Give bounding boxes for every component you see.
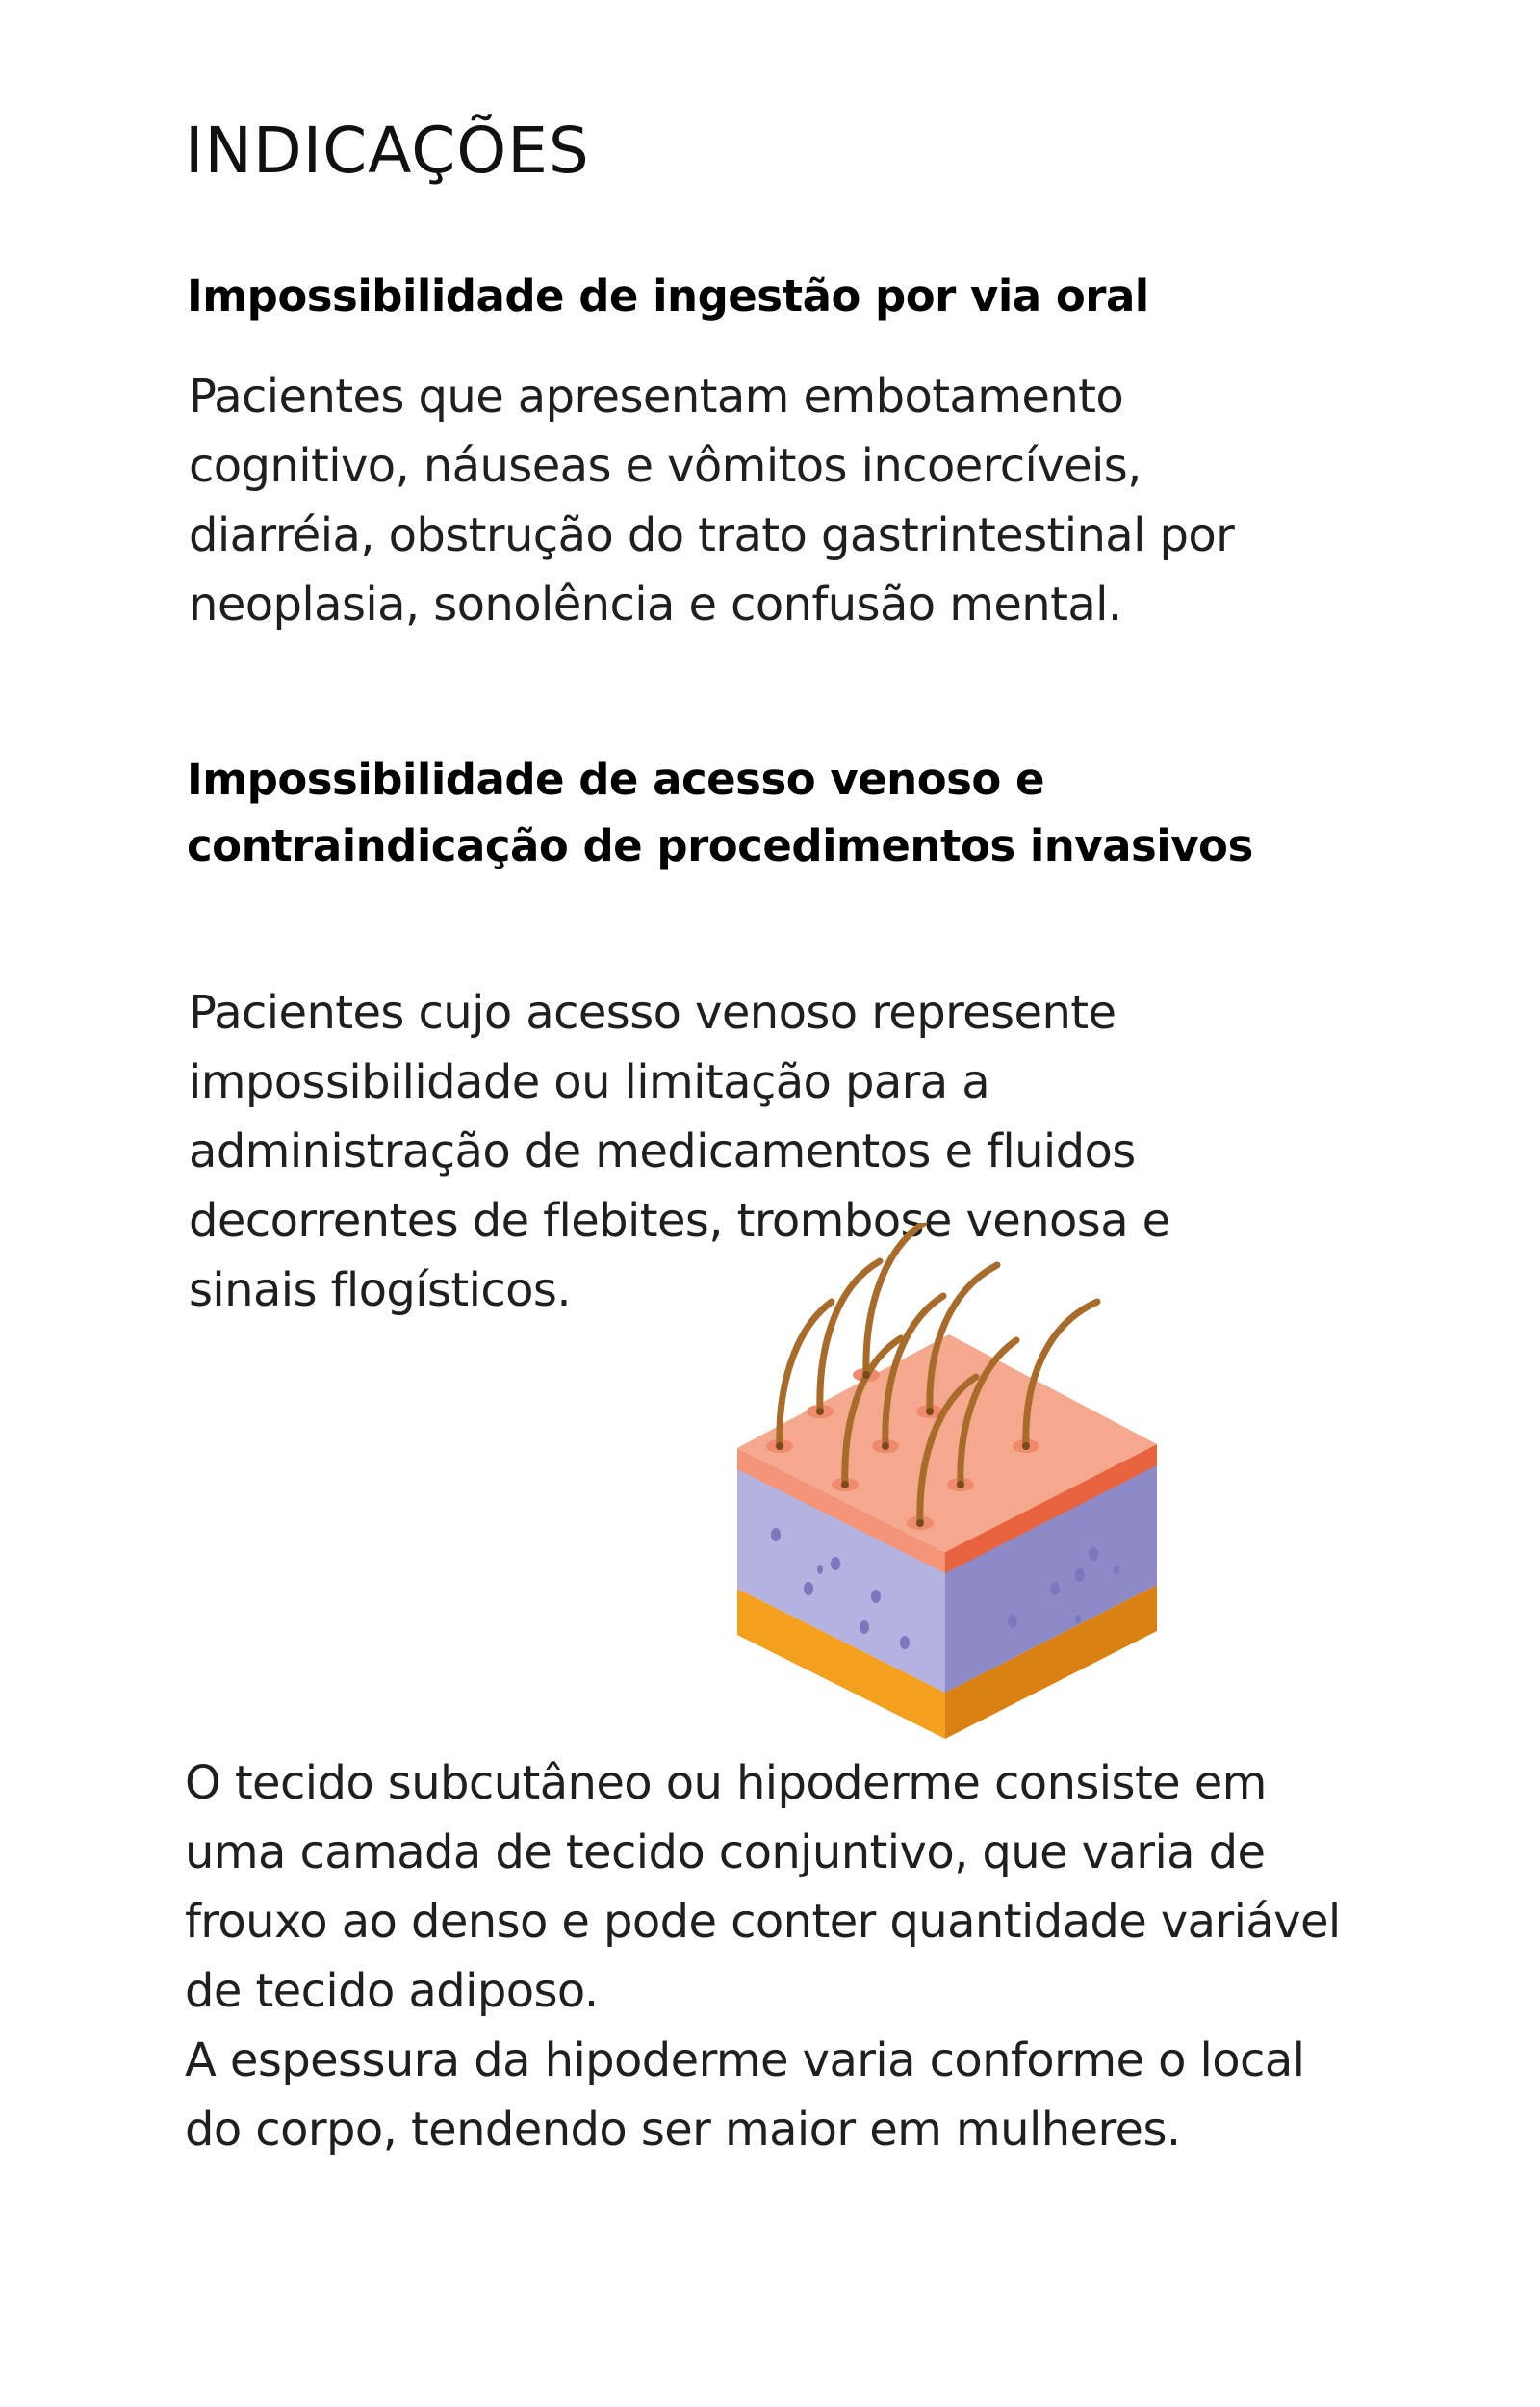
paragraph-line: impossibilidade ou limitação para a (189, 1055, 990, 1109)
paragraph-line: A espessura da hipoderme varia conforme o local (185, 2033, 1305, 2087)
paragraph-line: diarréia, obstrução do trato gastrintestinal por (189, 508, 1235, 562)
paragraph-line: decorrentes de flebites, trombose venosa e (189, 1194, 1170, 1248)
paragraph-oral (189, 362, 1234, 639)
paragraph-line: neoplasia, sonolência e confusão mental. (189, 578, 1122, 632)
heading-line: contraindicação de procedimentos invasivos (187, 820, 1253, 871)
paragraph-line: O tecido subcutâneo ou hipoderme consiste em (185, 1756, 1267, 1810)
paragraph-line: do corpo, tendendo ser maior em mulheres. (185, 2103, 1181, 2157)
page-title: INDICAÇÕES (185, 114, 590, 188)
paragraph-line: Pacientes cujo acesso venoso represente (189, 986, 1116, 1040)
paragraph-line: frouxo ao denso e pode conter quantidade variável (185, 1895, 1341, 1949)
paragraph-line: administração de medicamentos e fluidos (189, 1125, 1136, 1178)
section-heading-venous (187, 746, 1390, 879)
paragraph-hypodermis (185, 1748, 1341, 2164)
section-heading-oral: Impossibilidade de ingestão por via oral (187, 271, 1149, 322)
skin-layers-icon (712, 1223, 1174, 1743)
heading-line: Impossibilidade de acesso venoso e (187, 754, 1045, 805)
paragraph-line: de tecido adiposo. (185, 1964, 599, 2018)
paragraph-line: uma camada de tecido conjuntivo, que varia de (185, 1825, 1266, 1879)
paragraph-line: cognitivo, náuseas e vômitos incoercíveis, (189, 439, 1142, 493)
paragraph-line: sinais flogísticos. (189, 1263, 571, 1317)
paragraph-line: Pacientes que apresentam embotamento (189, 370, 1124, 424)
